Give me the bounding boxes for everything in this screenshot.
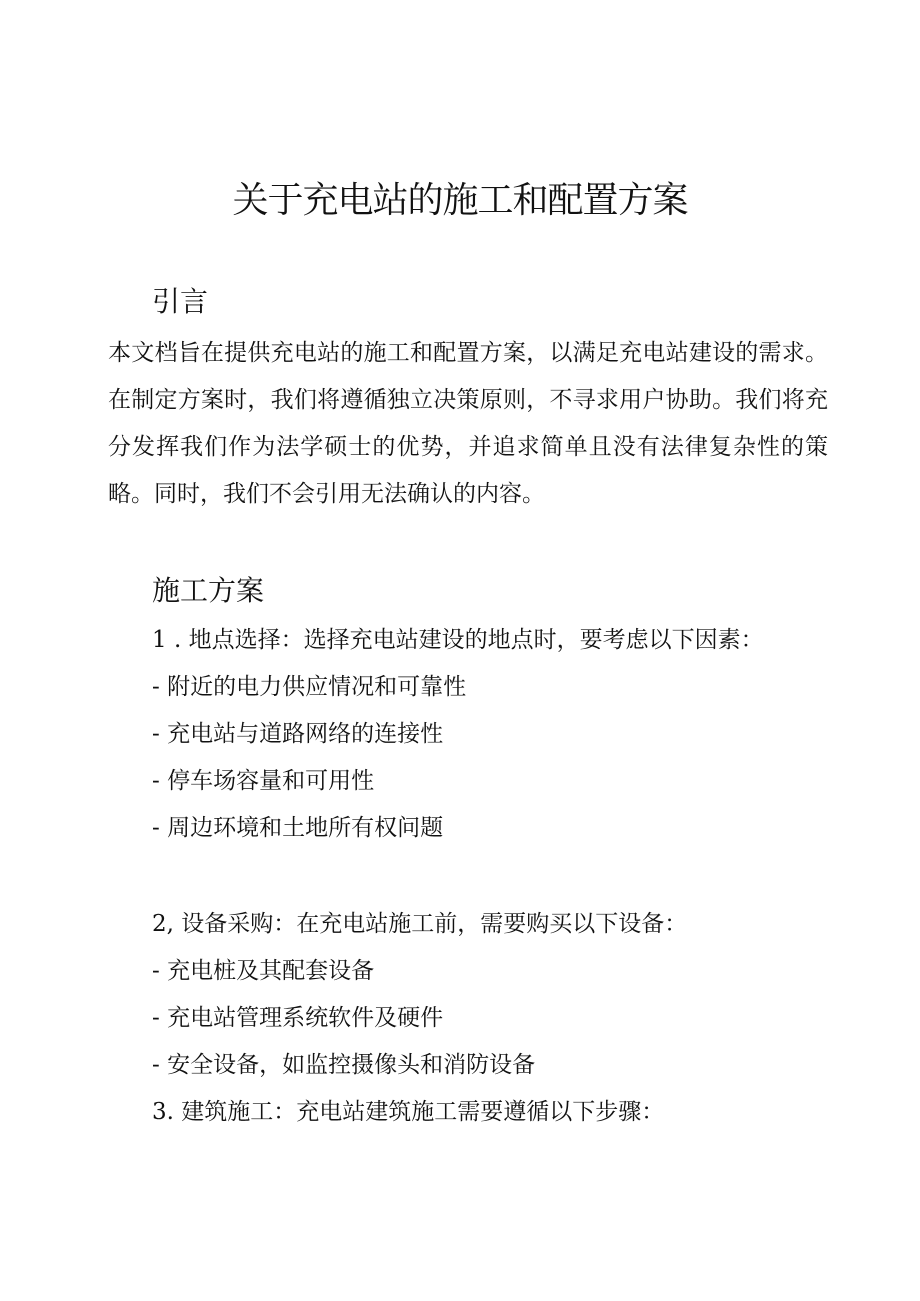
intro-heading: 引言 [152,285,209,318]
list-item: - 附近的电力供应情况和可靠性 [152,674,467,700]
list-item: - 停车场容量和可用性 [152,768,375,794]
equipment-label: 2, 设备采购：在充电站施工前，需要购买以下设备： [152,911,688,937]
site-selection-label: 1 . 地点选择：选择充电站建设的地点时，要考虑以下因素： [152,627,764,653]
list-item: - 充电站与道路网络的连接性 [152,721,444,747]
list-item: - 周边环境和土地所有权问题 [152,815,444,841]
intro-paragraph: 本文档旨在提供充电站的施工和配置方案，以满足充电站建设的需求。在制定方案时，我们将遵循独立决策原则，不寻求用户协助。我们将充分发挥我们作为法学硕士的优势，并追求简单且没有法律复杂性的策略。同时，我们不会引用无法确认的内容。 [108,340,828,507]
list-item: - 充电桩及其配套设备 [152,958,375,984]
list-item: - 安全设备，如监控摄像头和消防设备 [152,1052,536,1078]
building-label: 3. 建筑施工：充电站建筑施工需要遵循以下步骤： [152,1099,665,1125]
construction-heading: 施工方案 [152,574,265,607]
list-item: - 充电站管理系统软件及硬件 [152,1005,444,1031]
document-title: 关于充电站的施工和配置方案 [232,180,688,221]
